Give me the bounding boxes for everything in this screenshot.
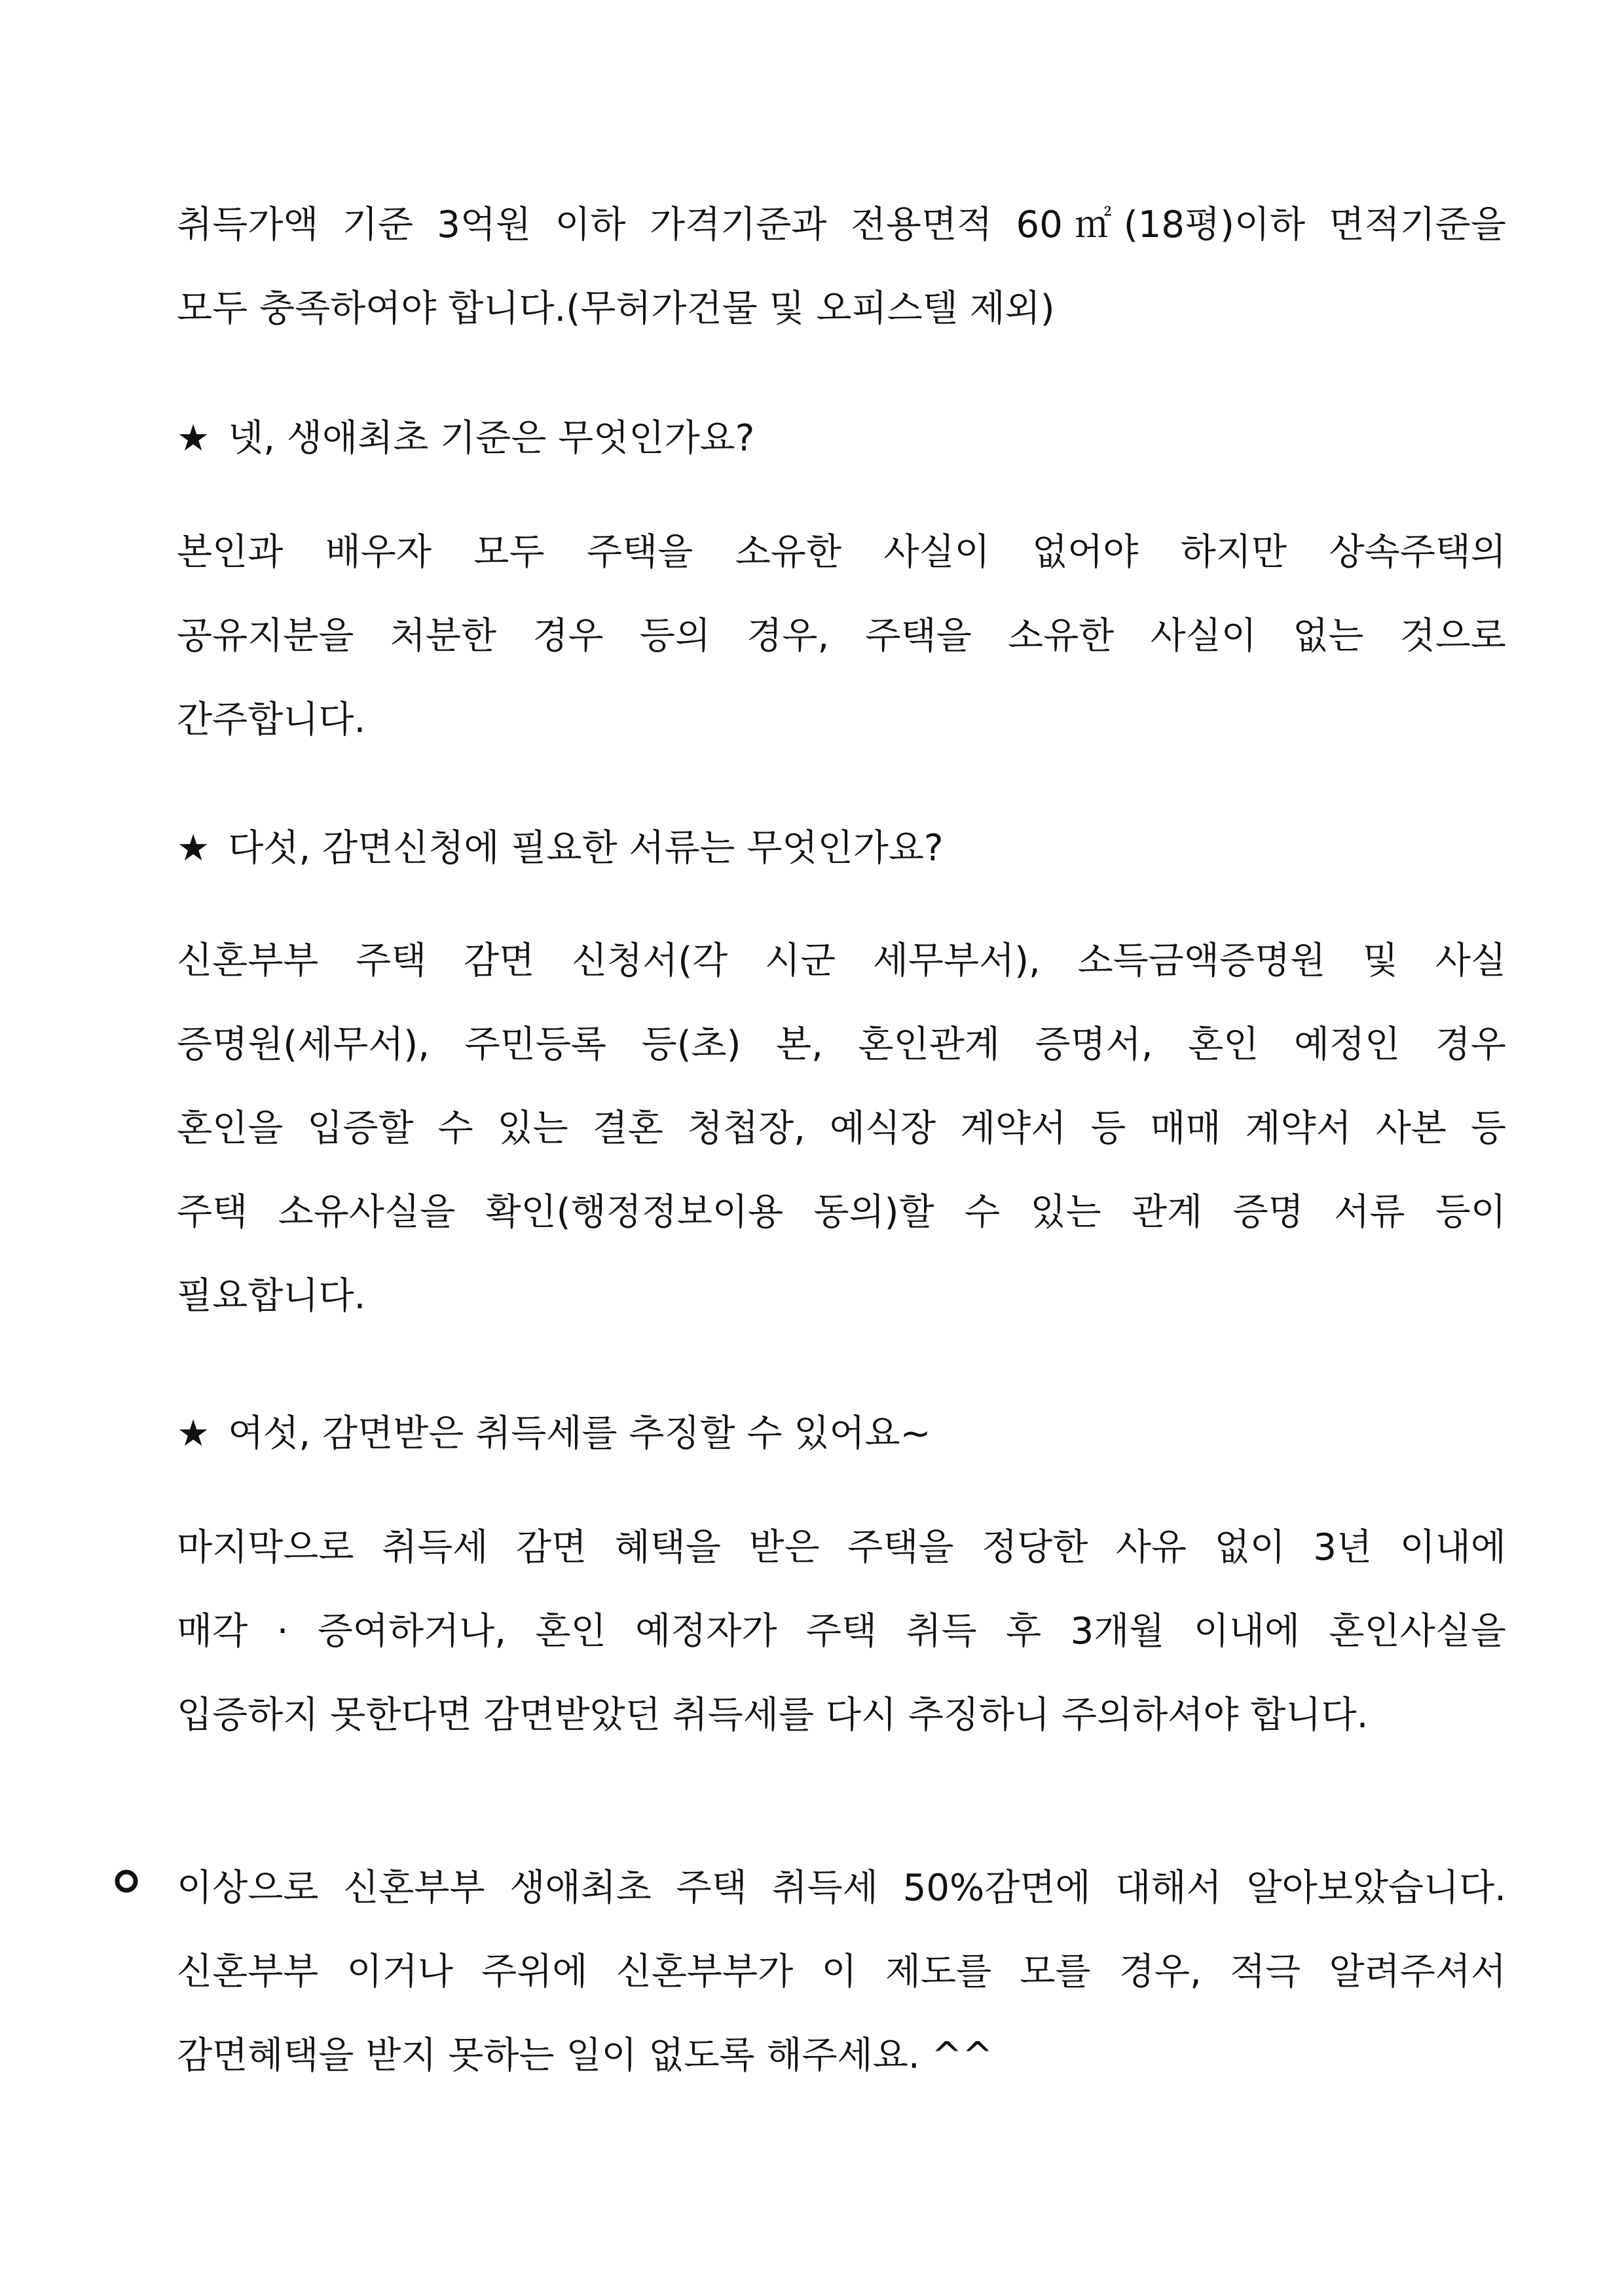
paragraph-line: 공유지분을 처분한 경우 등의 경우, 주택을 소유한 사실이 없는 것으로 bbox=[177, 615, 1506, 657]
q5-title: 다섯, 감면신청에 필요한 서류는 무엇인가요? bbox=[228, 827, 944, 870]
paragraph-line: 입증하지 못한다면 감면받았던 취득세를 다시 추징하니 주의하셔야 합니다. bbox=[177, 1694, 1369, 1736]
paragraph-line: 감면혜택을 받지 못하는 일이 없도록 해주세요. ^^ bbox=[177, 2034, 993, 2077]
paragraph-line: 필요합니다. bbox=[177, 1275, 366, 1317]
q4-paragraph bbox=[177, 511, 1506, 762]
paragraph-line: 신혼부부 주택 감면 신청서(각 시군 세무부서), 소득금액증명원 및 사실 bbox=[177, 940, 1506, 982]
q6-title: 여섯, 감면받은 취득세를 추징할 수 있어요~ bbox=[228, 1412, 931, 1455]
price-criteria-paragraph bbox=[177, 183, 1506, 351]
paragraph-line: 매각 · 증여하거나, 혼인 예정자가 주택 취득 후 3개월 이내에 혼인사실을 bbox=[177, 1610, 1506, 1653]
star-icon: ★ bbox=[177, 827, 210, 870]
paragraph-line: 본인과 배우자 모두 주택을 소유한 사실이 없어야 하지만 상속주택의 bbox=[177, 531, 1506, 574]
q5-heading bbox=[177, 807, 1506, 890]
paragraph-line: 혼인을 입증할 수 있는 결혼 청첩장, 예식장 계약서 등 매매 계약서 사본 등 bbox=[177, 1107, 1506, 1150]
paragraph-line: 신혼부부 이거나 주위에 신혼부부가 이 제도를 모를 경우, 적극 알려주셔서 bbox=[177, 1951, 1506, 1993]
q4-heading bbox=[177, 397, 1506, 481]
q6-paragraph bbox=[177, 1506, 1506, 1757]
q6-heading bbox=[177, 1392, 1506, 1476]
hollow-circle-bullet-icon bbox=[114, 1869, 139, 1894]
closing-paragraph bbox=[177, 1846, 1506, 2098]
paragraph-line: 이상으로 신혼부부 생애최초 주택 취득세 50%감면에 대해서 알아보았습니다. bbox=[177, 1867, 1506, 1909]
q5-paragraph bbox=[177, 919, 1506, 1338]
star-icon: ★ bbox=[177, 1412, 210, 1455]
paragraph-line: 모두 충족하여야 합니다.(무허가건물 및 오피스텔 제외) bbox=[177, 287, 1055, 330]
q4-title: 넷, 생애최초 기준은 무엇인가요? bbox=[228, 417, 755, 460]
paragraph-line: 간주합니다. bbox=[177, 699, 366, 741]
star-icon: ★ bbox=[177, 417, 210, 460]
paragraph-line: 주택 소유사실을 확인(행정정보이용 동의)할 수 있는 관계 증명 서류 등이 bbox=[177, 1191, 1506, 1234]
paragraph-line: 증명원(세무서), 주민등록 등(초) 본, 혼인관계 증명서, 혼인 예정인 경우 bbox=[177, 1023, 1506, 1066]
paragraph-line: 마지막으로 취득세 감면 혜택을 받은 주택을 정당한 사유 없이 3년 이내에 bbox=[177, 1526, 1506, 1569]
paragraph-line: 취득가액 기준 3억원 이하 가격기준과 전용면적 60㎡(18평)이하 면적기준을 bbox=[177, 204, 1506, 246]
